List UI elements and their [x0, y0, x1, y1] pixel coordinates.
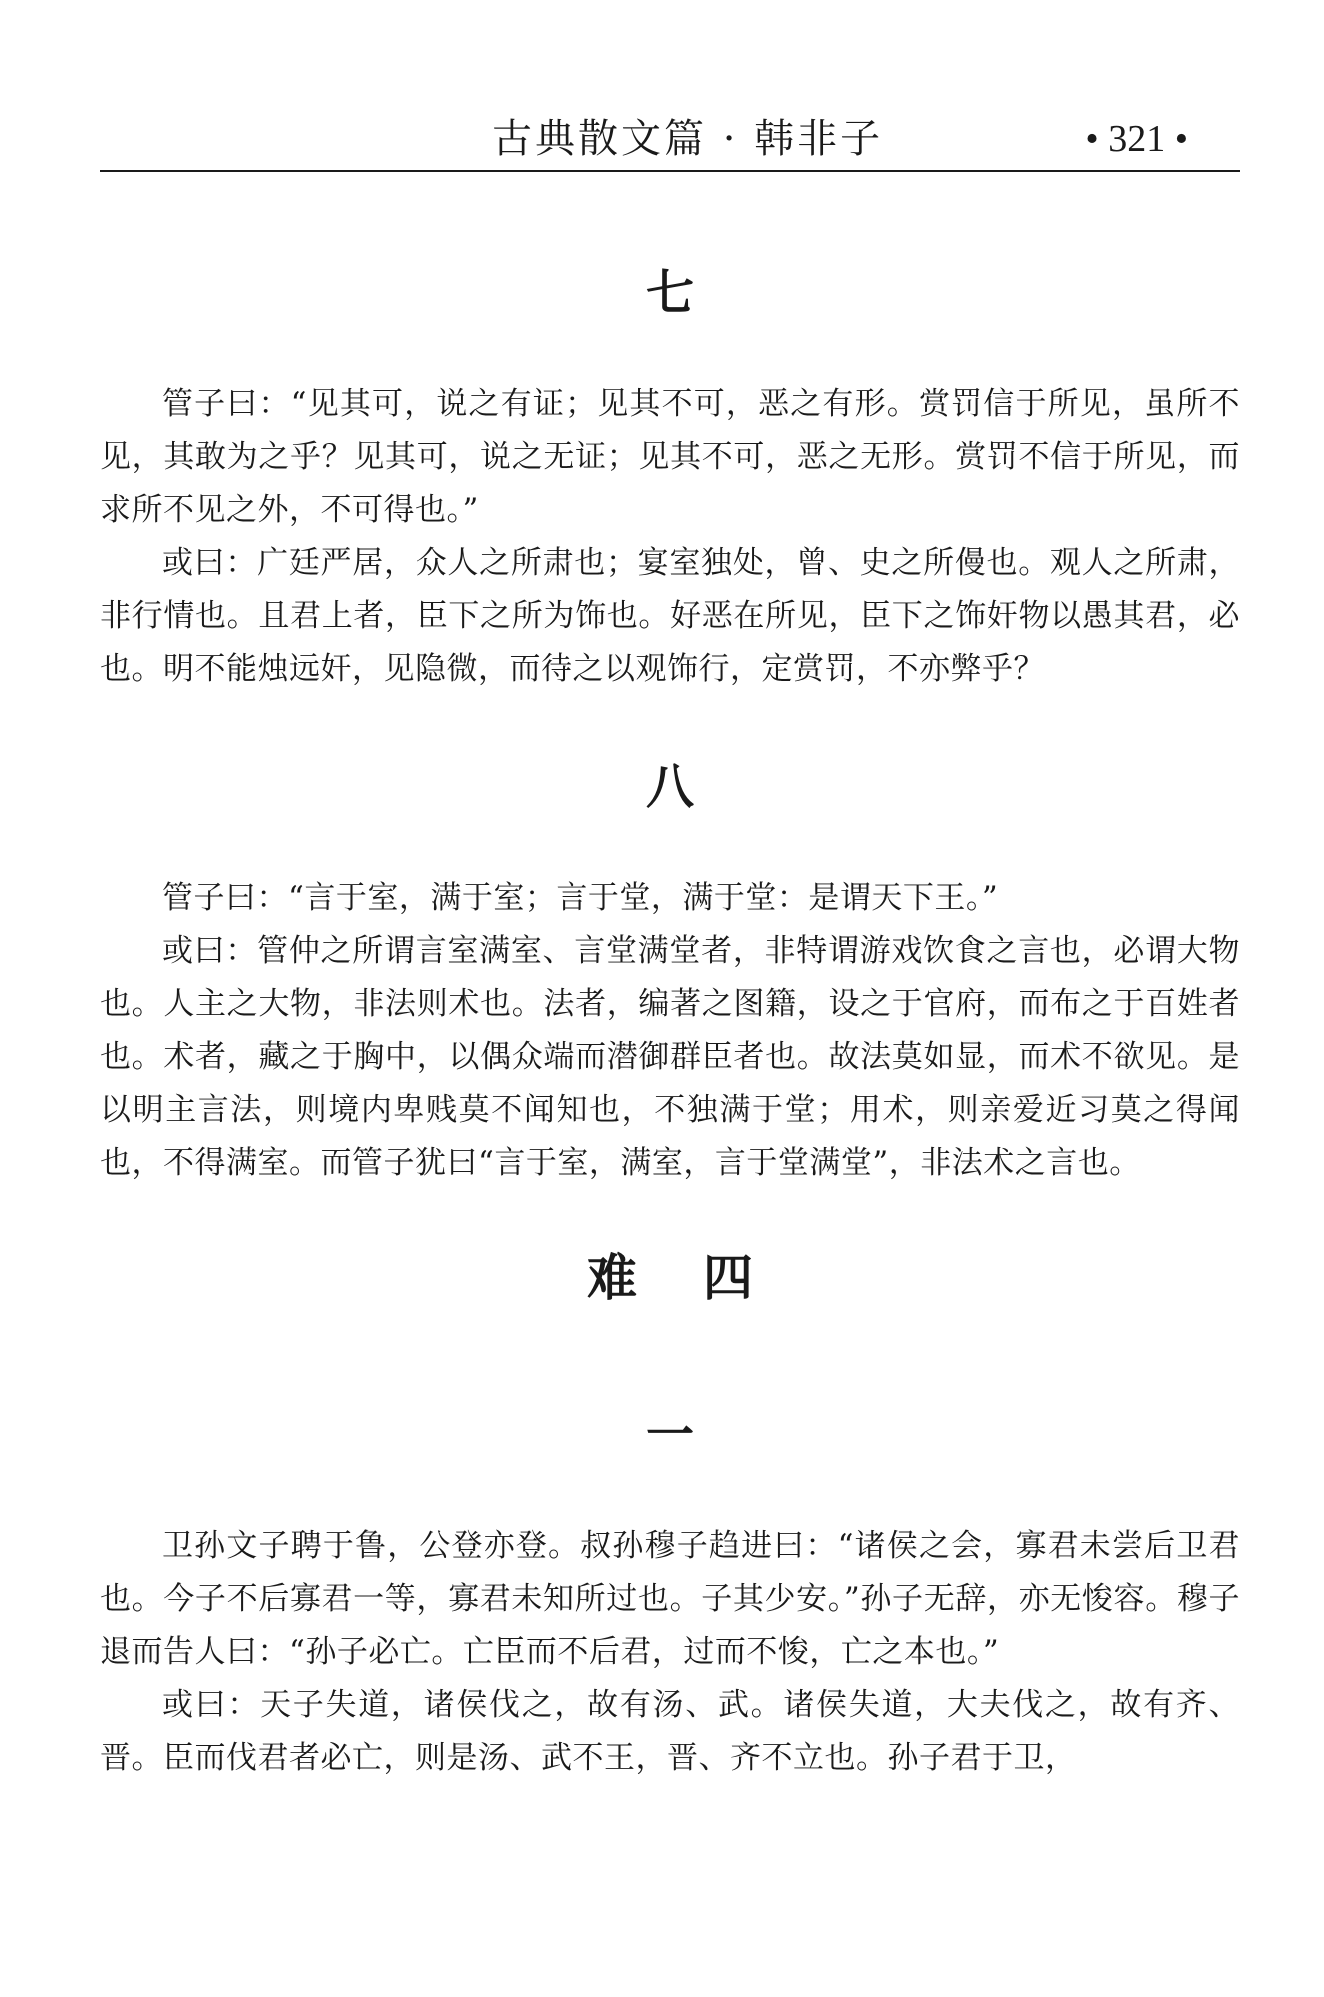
header-rule	[100, 170, 1240, 172]
running-header	[100, 112, 1240, 166]
paragraph: 或曰：天子失道，诸侯伐之，故有汤、武。诸侯失道，大夫伐之，故有齐、晋。臣而伐君者必亡，则是汤、武不王，晋、齐不立也。孙子君于卫，	[100, 1687, 1240, 1776]
section-heading: 一	[645, 1407, 694, 1463]
paragraph: 管子曰：“言于室，满于室；言于堂，满于堂：是谓天下王。”	[162, 880, 999, 916]
paragraph: 或曰：广廷严居，众人之所肃也；宴室独处，曾、史之所僈也。观人之所肃，非行情也。且君上者，臣下之所为饰也。好恶在所见，臣下之饰奸物以愚其君，必也。明不能烛远奸，见隐微，而待之以观饰行，定赏罚，不亦弊乎？	[100, 545, 1240, 687]
header-title: 古典散文篇 · 韩非子	[492, 116, 884, 162]
section-8	[100, 752, 1240, 1190]
chapter-heading: 难四	[587, 1249, 819, 1307]
page-number: • 321 •	[1085, 118, 1188, 160]
section-1	[100, 1400, 1240, 1785]
paragraph: 卫孙文子聘于鲁，公登亦登。叔孙穆子趋进曰：“诸侯之会，寡君未尝后卫君也。今子不后寡君一等，寡君未知所过也。子其少安。”孙子无辞，亦无悛容。穆子退而告人曰：“孙子必亡。亡臣而不后君，过而不悛，亡之本也。”	[100, 1528, 1240, 1670]
paragraph: 管子曰：“见其可，说之有证；见其不可，恶之有形。赏罚信于所见，虽所不见，其敢为之乎？见其可，说之无证；见其不可，恶之无形。赏罚不信于所见，而求所不见之外，不可得也。”	[100, 386, 1240, 528]
section-7	[100, 258, 1240, 696]
section-heading: 八	[645, 759, 694, 815]
page-body	[100, 258, 1240, 1785]
section-heading: 七	[645, 265, 694, 321]
paragraph: 或曰：管仲之所谓言室满室、言堂满堂者，非特谓游戏饮食之言也，必谓大物也。人主之大物，非法则术也。法者，编著之图籍，设之于官府，而布之于百姓者也。术者，藏之于胸中，以偶众端而潜御群臣者也。故法莫如显，而术不欲见。是以明主言法，则境内卑贱莫不闻知也，不独满于堂；用术，则亲爱近习莫之得闻也，不得满室。而管子犹曰“言于室，满室，言于堂满堂”，非法术之言也。	[100, 933, 1240, 1181]
